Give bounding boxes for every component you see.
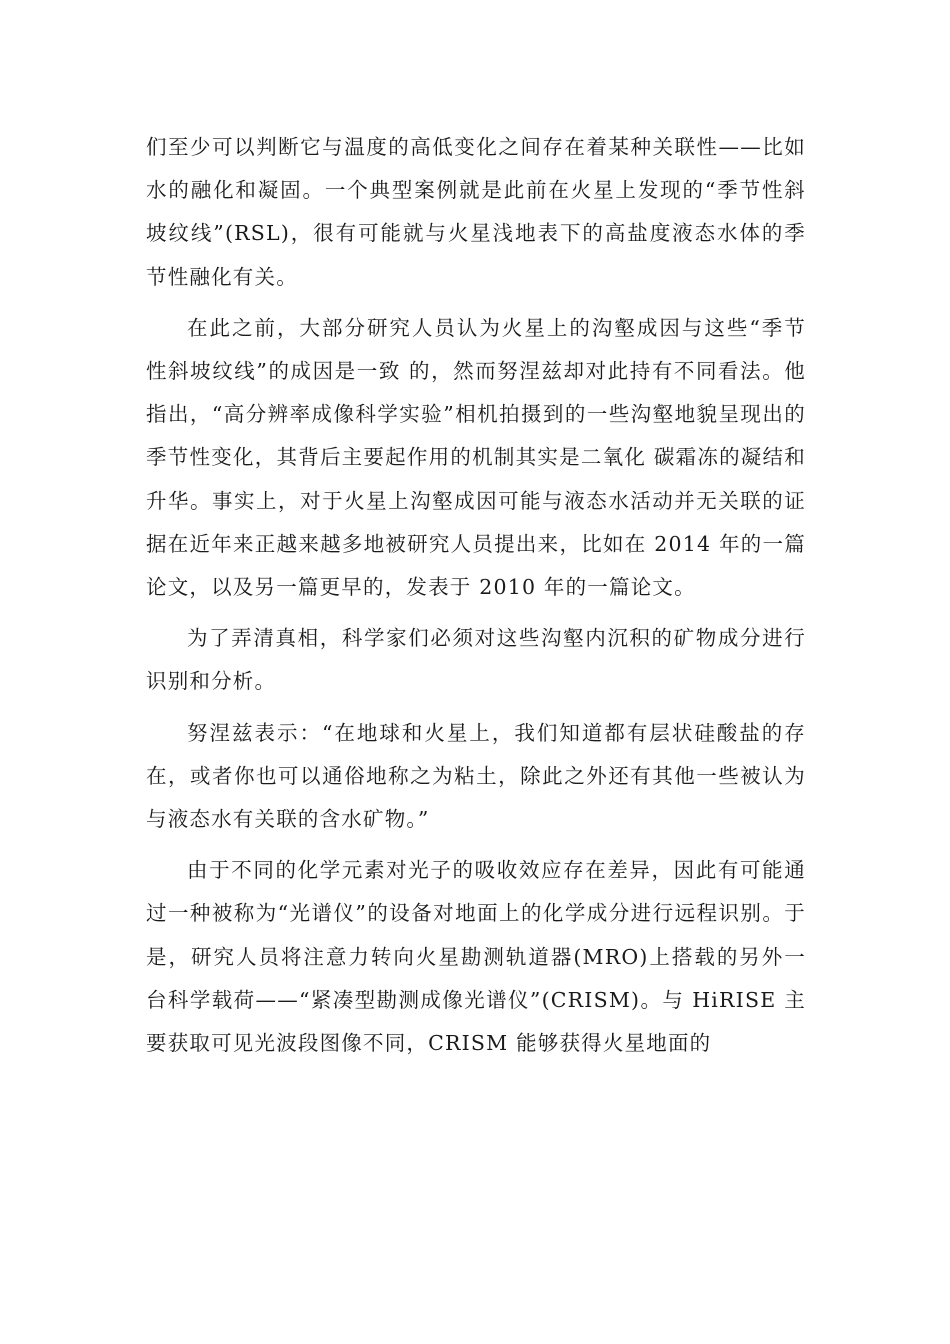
paragraph-1: 们至少可以判断它与温度的高低变化之间存在着某种关联性——比如水的融化和凝固。一个典型案例就是此前在火星上发现的“季节性斜坡纹线”(RSL)，很有可能就与火星浅地表下的高盐度液态水体的季节性融化有关。 bbox=[146, 135, 806, 289]
paragraph-5: 由于不同的化学元素对光子的吸收效应存在差异，因此有可能通过一种被称为“光谱仪”的设备对地面上的化学成分进行远程识别。于是，研究人员将注意力转向火星勘测轨道器(MRO)上搭载的另外一台科学载荷——“紧凑型勘测成像光谱仪”(CRISM)。与 HiRISE 主要获取可见光波段图像不同，CRISM 能够获得火星地面的 bbox=[146, 858, 806, 1056]
paragraph-4: 努涅兹表示：“在地球和火星上，我们知道都有层状硅酸盐的存在，或者你也可以通俗地称之为粘土，除此之外还有其他一些被认为与液态水有关联的含水矿物。” bbox=[146, 720, 806, 832]
body-text bbox=[146, 126, 806, 1073]
paragraph-3: 为了弄清真相，科学家们必须对这些沟壑内沉积的矿物成分进行识别和分析。 bbox=[146, 626, 806, 694]
paragraph-2: 在此之前，大部分研究人员认为火星上的沟壑成因与这些“季节性斜坡纹线”的成因是一致 的，然而努涅兹却对此持有不同看法。他指出，“高分辨率成像科学实验”相机拍摄到的一些沟壑地貌呈现出的季节性变化，其背后主要起作用的机制其实是二氧化 碳霜冻的凝结和升华。事实上，对于火星上沟壑成因可能与液态水活动并无关联的证据在近年来正越来越多地被研究人员提出来，比如在 2014 年的一篇论文，以及另一篇更早的，发表于 2010 年的一篇论文。 bbox=[146, 315, 806, 600]
